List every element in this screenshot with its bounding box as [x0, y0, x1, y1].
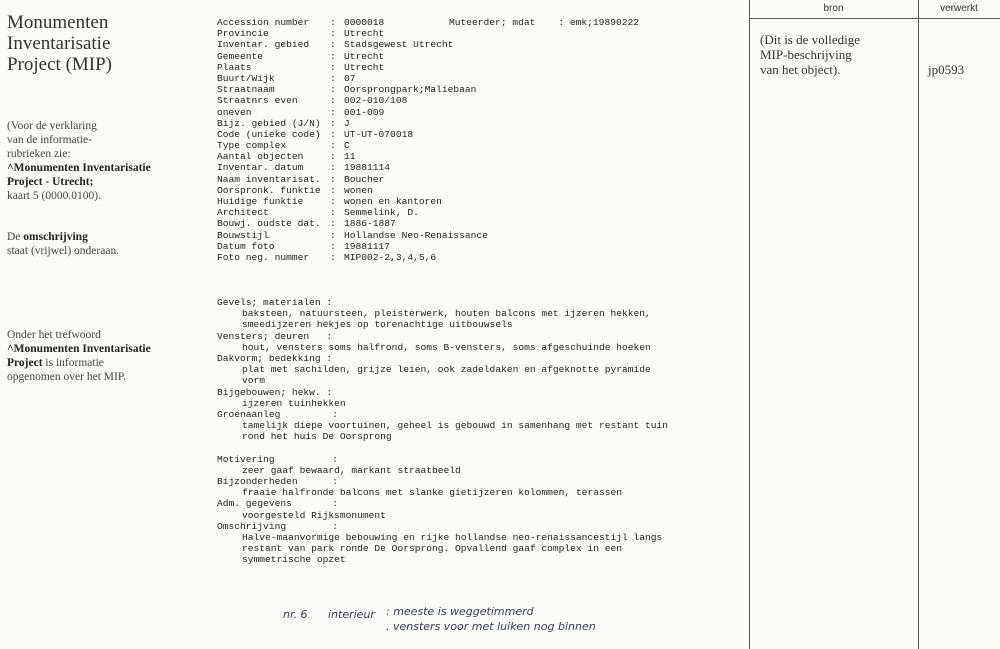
field-label: Accession number — [217, 17, 310, 28]
block-gap — [217, 442, 737, 453]
note-line: (Voor de verklaring — [7, 120, 97, 132]
field-separator: : — [330, 207, 336, 219]
field-label: Inventar. gebied — [217, 39, 310, 51]
handwritten-interior: interieur — [328, 608, 375, 621]
field-value: Boucher — [344, 173, 385, 185]
block-text: smeedijzeren hekjes op torenachtige uitbouwsels — [242, 319, 513, 331]
mutation-info: Muteerder; mdat : emk;19890222 — [449, 17, 639, 28]
field-value: UT-UT-070018 — [344, 128, 414, 140]
field-value: Utrecht — [344, 61, 385, 73]
field-separator: : — [330, 128, 336, 140]
field-separator: : — [330, 106, 336, 118]
column-header-verwerkt: verwerkt — [940, 3, 978, 14]
block-text: ijzeren tuinhekken — [242, 397, 346, 409]
handwritten-note-2: . vensters voor met luiken nog binnen — [386, 620, 596, 633]
field-value: Stadsgewest Utrecht — [344, 39, 454, 51]
block-text: fraaie halfronde balcons met slanke gietijzeren kolommen, terassen — [242, 487, 622, 499]
field-value: wonen — [344, 184, 373, 196]
record-field — [217, 107, 747, 118]
field-value: J — [344, 117, 350, 129]
field-value: 002-010/108 — [344, 95, 408, 107]
field-value: C — [344, 140, 350, 152]
block-text: plat met sachilden, grijze leien, ook zadeldaken en afgeknotte pyramide — [242, 364, 651, 376]
record-field — [217, 140, 747, 151]
note-text: De — [7, 231, 24, 243]
field-separator: : — [330, 61, 336, 73]
record-field — [217, 218, 747, 229]
record-field — [217, 62, 747, 73]
block-text: Halve-maanvormige bebouwing en rijke hollandse neo-renaissancestijl langs — [242, 531, 663, 543]
record-field — [217, 118, 747, 129]
left-column — [7, 12, 192, 75]
field-value: Utrecht — [344, 50, 385, 62]
bron-line: van het object). — [760, 62, 841, 77]
keyword-note — [7, 328, 197, 384]
field-label: Foto neg. nummer — [217, 251, 310, 263]
field-label: Gemeente — [217, 50, 264, 62]
field-label: Oorspronk. funktie — [217, 184, 321, 196]
field-label: Code (unieke code) — [217, 128, 321, 140]
field-label: Naam inventarisat. — [217, 173, 321, 185]
block-label: Bijzonderheden : — [217, 476, 338, 487]
table-header-rule — [749, 18, 1000, 19]
record-field — [217, 230, 747, 241]
block-text: vorm — [242, 375, 266, 387]
block-label: Vensters; deuren : — [217, 330, 333, 342]
title-line: Monumenten — [7, 12, 109, 33]
block-label: Dakvorm; bedekking : — [217, 352, 333, 364]
field-value: 1886-1887 — [344, 218, 396, 230]
field-separator: : — [330, 240, 336, 252]
field-value: Utrecht — [344, 28, 385, 40]
block-text: tamelijk diepe voortuinen, geheel is gebouwd in samenhang met restant tuin — [242, 420, 669, 432]
field-separator: : — [330, 229, 336, 241]
field-value: 001-009 — [344, 106, 385, 118]
note-line: Onder het trefwoord — [7, 329, 101, 341]
record-field — [217, 207, 747, 218]
field-separator: : — [330, 39, 336, 51]
bron-line: MIP-beschrijving — [760, 47, 852, 62]
block-label: Gevels; materialen : — [217, 297, 333, 308]
note-line: rubrieken zie: — [7, 148, 71, 160]
field-separator: : — [330, 140, 336, 152]
note-text: is informatie — [42, 357, 104, 369]
record-field — [217, 185, 747, 196]
field-separator: : — [330, 95, 336, 107]
note-line: van de informatie- — [7, 134, 92, 146]
note-line: opgenomen over het MIP. — [7, 371, 126, 383]
note-line-bold: Project - Utrecht; — [7, 176, 94, 188]
record-fields — [217, 17, 747, 263]
field-value: 19881114 — [344, 162, 391, 174]
field-value: 07 — [344, 72, 356, 84]
bron-line: (Dit is de volledige — [760, 32, 861, 47]
block-text: restant van park ronde De Oorsprong. Opvallend gaaf complex in een — [242, 543, 622, 555]
handwritten-photo-number: nr. 6 — [283, 608, 308, 621]
field-label: Straatnrs even — [217, 95, 298, 107]
record-field — [217, 174, 747, 185]
record-field — [217, 196, 747, 207]
description-blocks — [217, 297, 737, 566]
handwritten-note-1: : meeste is weggetimmerd — [386, 605, 534, 618]
field-separator: : — [330, 151, 336, 163]
record-field — [217, 51, 747, 62]
field-value: 19881117 — [344, 240, 391, 252]
field-label: Type complex — [217, 140, 287, 152]
title-line: Inventarisatie — [7, 33, 111, 54]
field-value: Oorsprongpark;Maliebaan — [344, 84, 477, 96]
field-separator: : — [330, 184, 336, 196]
field-label: Inventar. datum — [217, 162, 304, 174]
field-label: Huidige funktie — [217, 196, 304, 207]
note-line-bold: ^Monumenten Inventarisatie — [7, 162, 151, 174]
record-field — [217, 129, 747, 140]
record-field — [217, 241, 747, 252]
field-separator: : — [330, 196, 336, 207]
description-note — [7, 230, 197, 258]
block-label: Bijgebouwen; hekw. : — [217, 386, 333, 398]
table-divider — [749, 0, 750, 649]
note-text-bold: Project — [7, 357, 43, 369]
note-text-bold: omschrijving — [23, 231, 88, 243]
field-value: Semmelink, D. — [344, 207, 419, 219]
record-field — [217, 95, 747, 106]
bron-cell — [760, 32, 910, 77]
field-separator: : — [330, 28, 336, 40]
record-field — [217, 162, 747, 173]
block-text: baksteen, natuursteen, pleisterwerk, houten balcons met ijzeren hekken, — [242, 308, 651, 320]
table-divider — [918, 0, 919, 649]
block-text: symmetrische opzet — [242, 554, 346, 566]
block-text: rond het huis De Oorsprong — [242, 431, 392, 443]
document-title — [7, 12, 192, 75]
field-label: Bouwj. oudste dat. — [217, 218, 321, 230]
field-label: Straatnaam — [217, 84, 275, 96]
note-line: kaart 5 (0000.0100). — [7, 190, 101, 202]
block-text: voorgesteld Rijksmonument — [242, 509, 386, 521]
field-label: Aantal objecten — [217, 151, 304, 163]
record-field — [217, 39, 747, 50]
field-separator: : — [330, 84, 336, 96]
field-label: Provincie — [217, 28, 269, 40]
record-field — [217, 73, 747, 84]
block-label: Motivering : — [217, 453, 338, 465]
field-separator: : — [330, 162, 336, 174]
note-line-bold: ^Monumenten Inventarisatie — [7, 343, 151, 355]
note-line: staat (vrijwel) onderaan. — [7, 245, 120, 257]
field-label: Bouwstijl — [217, 229, 269, 241]
field-label: oneven — [217, 106, 252, 118]
field-separator: : — [330, 251, 336, 263]
field-separator: : — [330, 72, 336, 84]
block-text: zeer gaaf bewaard, markant straatbeeld — [242, 464, 461, 476]
field-separator: : — [330, 117, 336, 129]
field-separator: : — [330, 173, 336, 185]
record-field — [217, 151, 747, 162]
field-label: Plaats — [217, 61, 252, 73]
record-field — [217, 28, 747, 39]
field-value: MIP002-2,3,4,5,6 — [344, 251, 437, 263]
block-label: Omschrijving : — [217, 520, 338, 532]
block-label: Groenaanleg : — [217, 408, 338, 420]
record-field — [217, 252, 747, 263]
block-label: Adm. gegevens : — [217, 498, 338, 510]
field-label: Datum foto — [217, 240, 275, 252]
field-separator: : — [330, 17, 336, 28]
field-value: wonen en kantoren — [344, 196, 442, 207]
field-value: 0000018 — [344, 17, 385, 28]
column-header-bron: bron — [823, 3, 844, 14]
explanation-note — [7, 119, 197, 203]
field-value: 11 — [344, 151, 356, 163]
field-separator: : — [330, 218, 336, 230]
field-label: Buurt/Wijk — [217, 72, 275, 84]
block-text: hout, vensters soms halfrond, soms B-vensters, soms afgeschuinde hoeken — [242, 341, 651, 353]
field-label: Architect — [217, 207, 269, 219]
field-value: Hollandse Neo-Renaissance — [344, 229, 488, 241]
title-line: Project (MIP) — [7, 54, 113, 75]
field-separator: : — [330, 50, 336, 62]
field-label: Bijz. gebied (J/N) — [217, 117, 321, 129]
verwerkt-cell: jp0593 — [928, 62, 965, 77]
record-field — [217, 84, 747, 95]
